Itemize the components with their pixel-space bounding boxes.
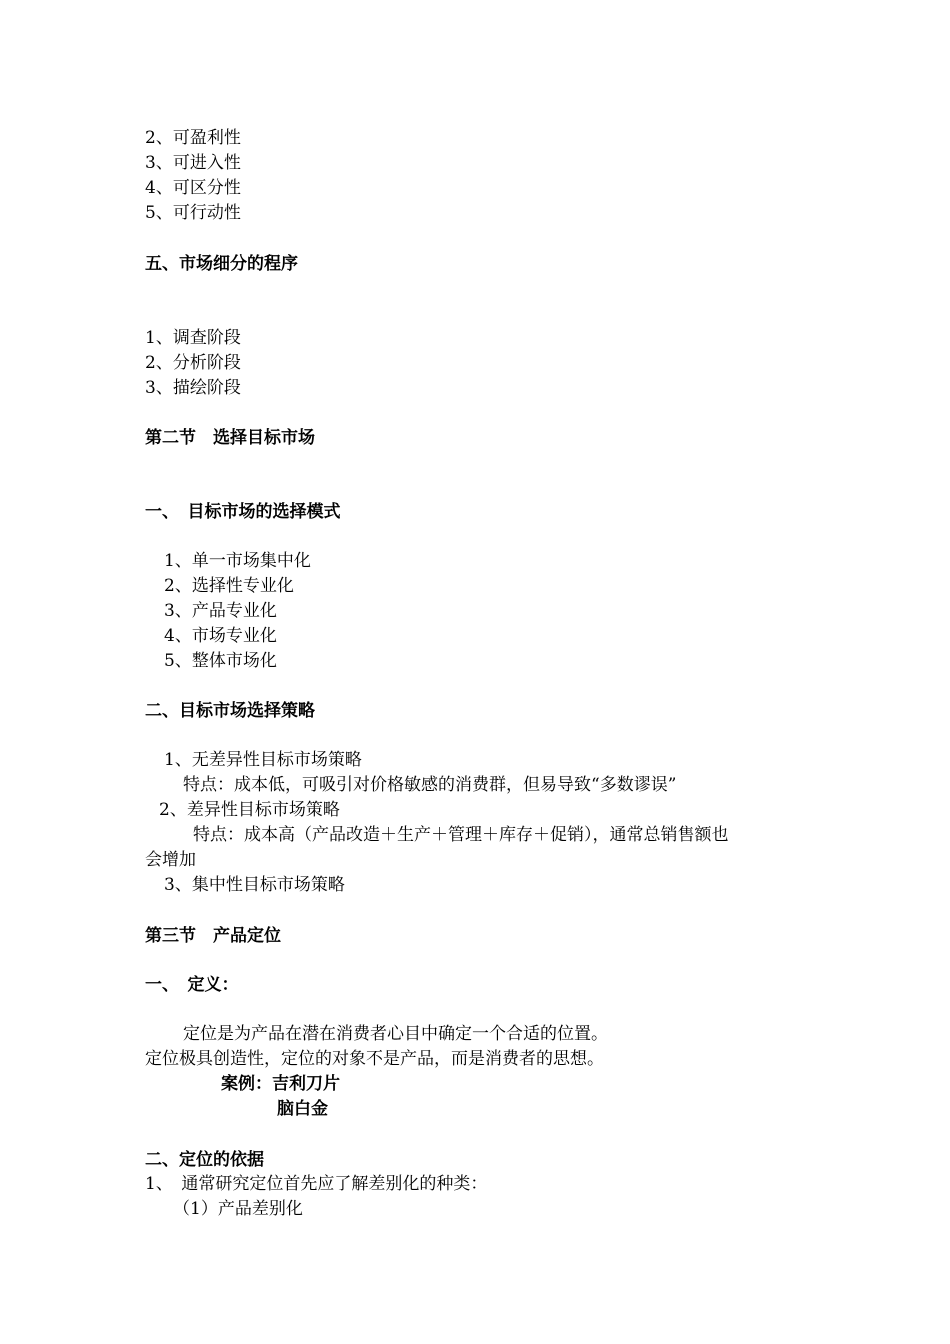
list-item: 2、可盈利性 bbox=[145, 128, 241, 148]
list-item: （1）产品差别化 bbox=[173, 1199, 303, 1219]
section-heading: 五、市场细分的程序 bbox=[145, 254, 298, 274]
note-text: 特点：成本低，可吸引对价格敏感的消费群，但易导致“多数谬误” bbox=[183, 775, 677, 795]
section-heading: 二、目标市场选择策略 bbox=[145, 701, 315, 721]
list-item: 3、可进入性 bbox=[145, 153, 241, 173]
list-item: 2、分析阶段 bbox=[145, 353, 241, 373]
list-item: 3、描绘阶段 bbox=[145, 378, 241, 398]
section-heading: 一、 目标市场的选择模式 bbox=[145, 502, 341, 522]
list-item: 1、无差异性目标市场策略 bbox=[164, 750, 362, 770]
list-item: 1、单一市场集中化 bbox=[164, 551, 311, 571]
list-item: 4、可区分性 bbox=[145, 178, 241, 198]
note-text: 会增加 bbox=[145, 850, 196, 870]
chapter-title: 第二节 选择目标市场 bbox=[145, 428, 315, 448]
list-item: 1、 通常研究定位首先应了解差别化的种类： bbox=[145, 1174, 488, 1194]
note-text: 特点：成本高（产品改造＋生产＋管理＋库存＋促销），通常总销售额也 bbox=[193, 825, 729, 845]
list-item: 2、选择性专业化 bbox=[164, 576, 294, 596]
case-label: 案例：吉利刀片 bbox=[221, 1074, 340, 1094]
list-item: 5、整体市场化 bbox=[164, 651, 277, 671]
section-heading: 二、定位的依据 bbox=[145, 1150, 264, 1170]
list-item: 1、调查阶段 bbox=[145, 328, 241, 348]
paragraph-text: 定位是为产品在潜在消费者心目中确定一个合适的位置。 bbox=[183, 1024, 608, 1044]
list-item: 4、市场专业化 bbox=[164, 626, 277, 646]
list-item: 2、差异性目标市场策略 bbox=[159, 800, 340, 820]
list-item: 3、集中性目标市场策略 bbox=[164, 875, 345, 895]
section-heading: 一、 定义： bbox=[145, 975, 239, 995]
chapter-title: 第三节 产品定位 bbox=[145, 926, 281, 946]
paragraph-text: 定位极具创造性，定位的对象不是产品，而是消费者的思想。 bbox=[145, 1049, 604, 1069]
list-item: 3、产品专业化 bbox=[164, 601, 277, 621]
case-item: 脑白金 bbox=[277, 1099, 328, 1119]
list-item: 5、可行动性 bbox=[145, 203, 241, 223]
